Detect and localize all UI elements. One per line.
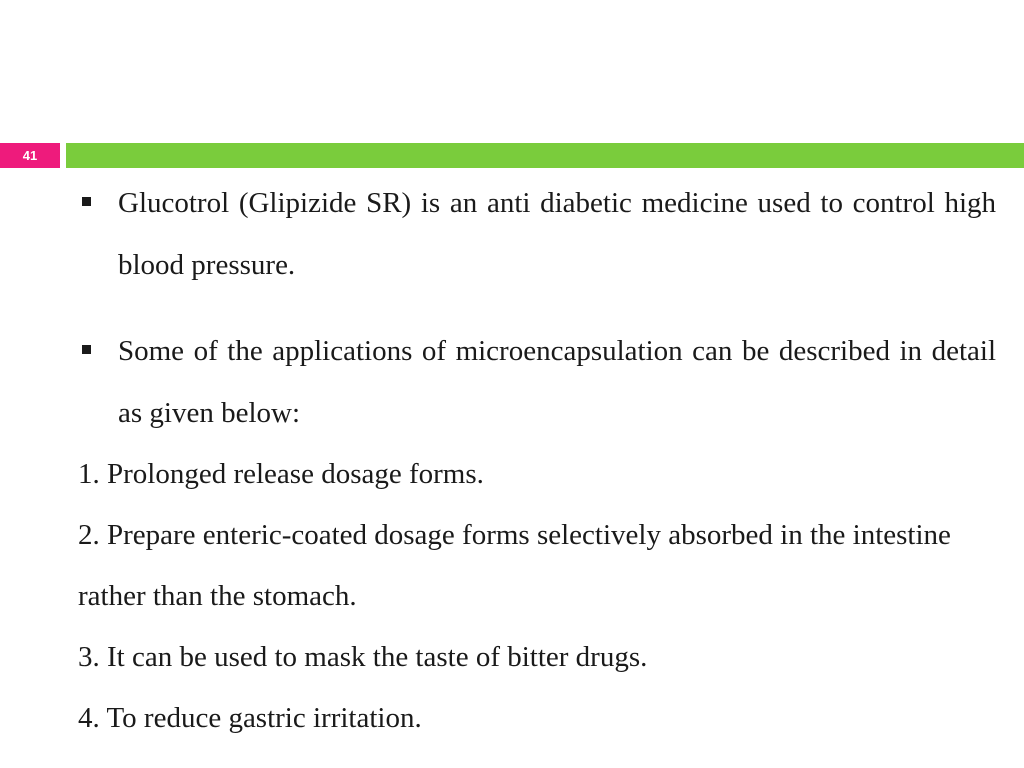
bullet-text: Glucotrol (Glipizide SR) is an anti diabetic medicine used to control high blood pressure.: [118, 187, 996, 281]
bullet-item: [78, 172, 996, 296]
numbered-item: 1. Prolonged release dosage forms.: [78, 458, 484, 490]
slide-content: [78, 172, 996, 749]
bullet-text: Some of the applications of microencapsulation can be described in detail as given below:: [118, 335, 996, 429]
square-bullet-icon: [82, 197, 91, 206]
header-accent-bar: [66, 143, 1024, 168]
square-bullet-icon: [82, 345, 91, 354]
numbered-item: 4. To reduce gastric irritation.: [78, 702, 422, 734]
page-number-badge: 41: [0, 143, 60, 168]
numbered-item: 2. Prepare enteric-coated dosage forms selectively absorbed in the intestine rather than the stomach.: [78, 519, 951, 612]
numbered-item: 3. It can be used to mask the taste of bitter drugs.: [78, 641, 648, 673]
bullet-item: [78, 320, 996, 444]
